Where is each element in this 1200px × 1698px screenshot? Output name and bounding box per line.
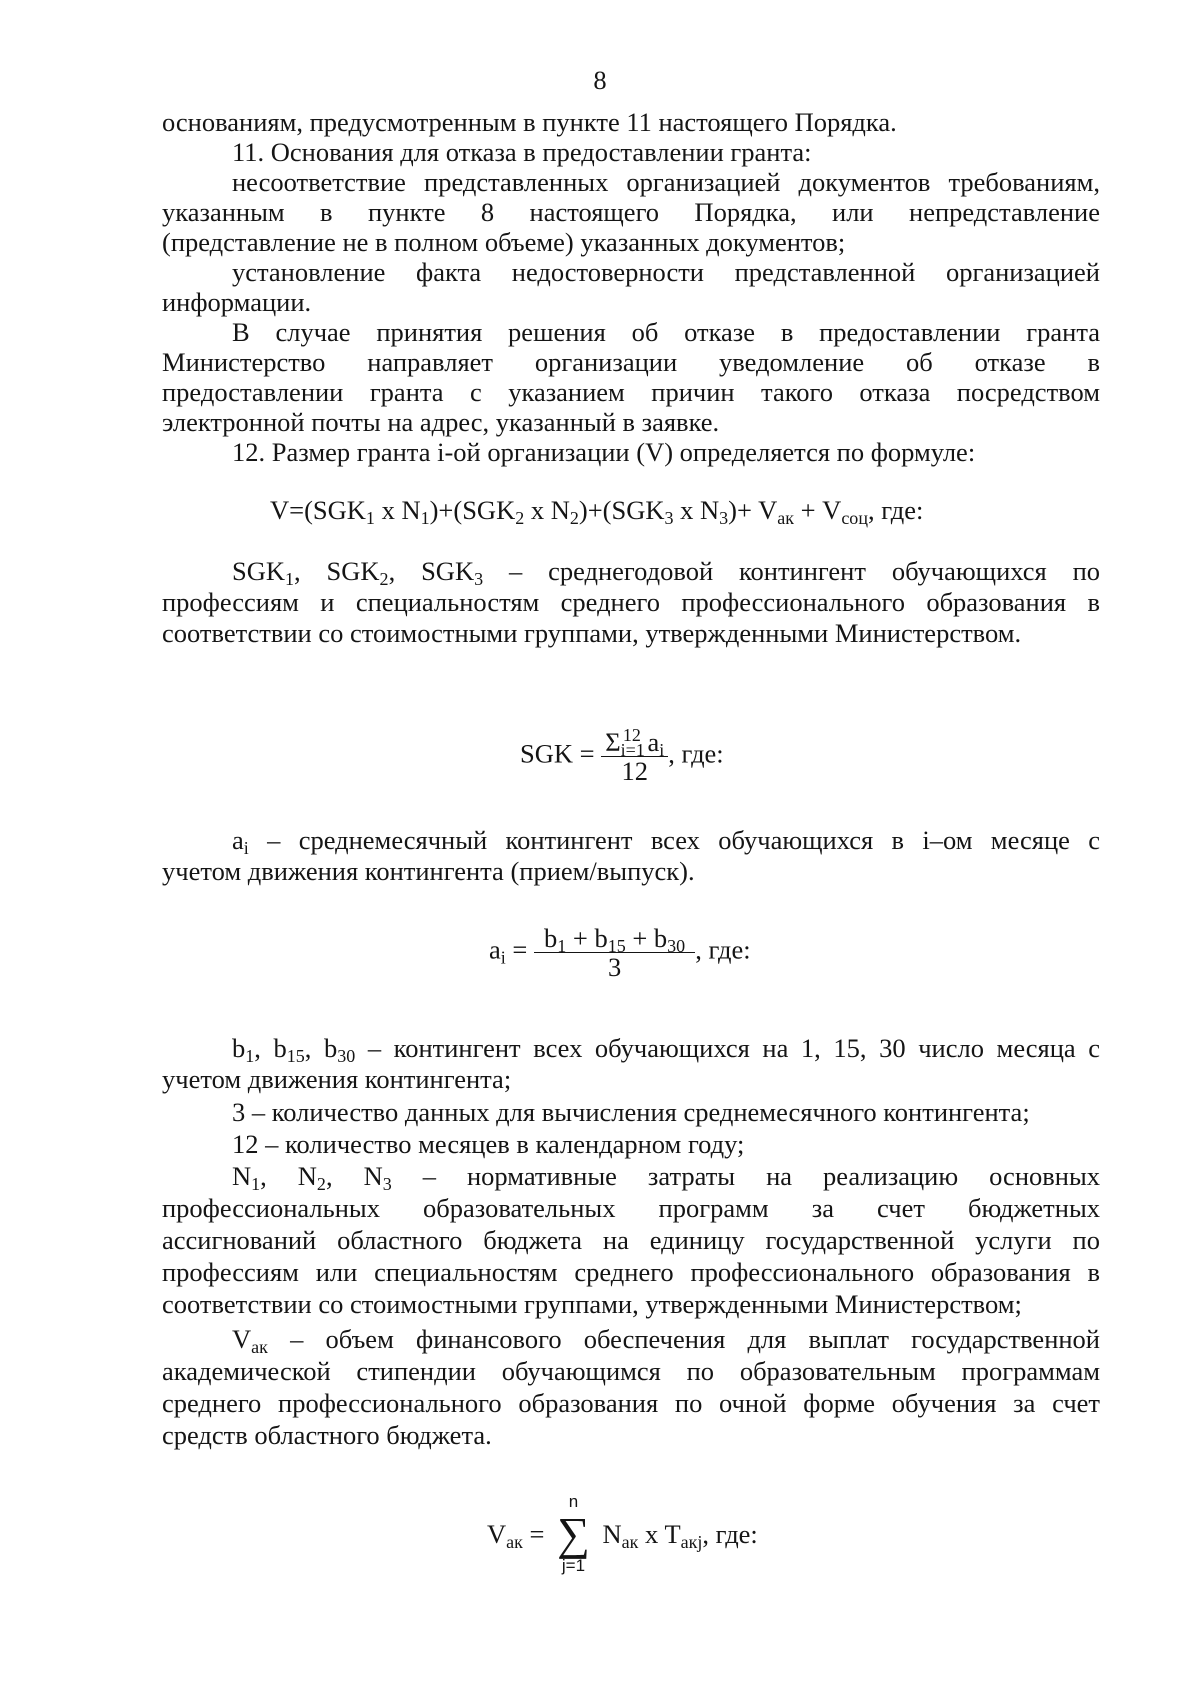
paragraph-line: профессиям и специальностям среднего профессионального образования в: [162, 587, 1100, 617]
summation-symbol: n ∑ j=1: [557, 1492, 590, 1575]
paragraph-line: информации.: [162, 287, 312, 317]
paragraph-line: соответствии со стоимостными группами, утвержденными Министерством.: [162, 618, 1022, 648]
paragraph-line: академической стипендии обучающимся по образовательным программам: [162, 1356, 1100, 1386]
paragraph-line: Министерство направляет организации уведомление об отказе в: [162, 347, 1100, 377]
paragraph-line: профессиям или специальностям среднего профессионального образования в: [162, 1257, 1100, 1287]
vak-formula: $V_{ак}$ = n ∑ j=1 $N_{ак}$ x $T_{акj}$, где:: [487, 1492, 758, 1575]
paragraph-line: среднего профессионального образования по очной форме обучения за счет: [162, 1388, 1100, 1418]
section-heading: 11. Основания для отказа в предоставлении гранта:: [232, 137, 812, 167]
paragraph-line: основаниям, предусмотренным в пункте 11 настоящего Порядка.: [162, 107, 897, 137]
definition-line: $V_{ак}$ – объем финансового обеспечения для выплат государственной: [232, 1324, 1100, 1358]
paragraph-line: ассигнований областного бюджета на единицу государственной услуги по: [162, 1225, 1100, 1255]
paragraph-line: 3 – количество данных для вычисления среднемесячного контингента;: [232, 1097, 1030, 1127]
definition-line: $a_i$ – среднемесячный контингент всех обучающихся в i–ом месяце с: [232, 825, 1100, 859]
ai-formula: $a_i$ = $\frac{b_1 + b_{15} + b_{30}}{3}$ , где:: [489, 923, 751, 982]
paragraph-line: указанным в пункте 8 настоящего Порядка, или непредставление: [162, 197, 1100, 227]
definition-line: $N_1$, $N_2$, $N_3$ – нормативные затраты на реализацию основных: [232, 1161, 1100, 1195]
paragraph-line: установление факта недостоверности представленной организацией: [232, 257, 1100, 287]
fraction: $\frac{b_1 + b_{15} + b_{30}}{3}$: [534, 924, 695, 981]
fraction: $\frac{\Sigma_{i=1}^{12} a_i}{12}$: [601, 728, 668, 785]
paragraph-line: учетом движения контингента;: [162, 1064, 512, 1094]
paragraph-line: электронной почты на адрес, указанный в заявке.: [162, 407, 720, 437]
sgk-formula: SGK = $\frac{\Sigma_{i=1}^{12} a_i}{12}$ , где:: [520, 725, 724, 786]
page-number: 8: [593, 65, 607, 95]
paragraph-line: (представление не в полном объеме) указанных документов;: [162, 227, 846, 257]
paragraph-line: средств областного бюджета.: [162, 1420, 492, 1450]
paragraph-line: соответствии со стоимостными группами, утвержденными Министерством;: [162, 1289, 1022, 1319]
paragraph-line: несоответствие представленных организацией документов требованиям,: [232, 167, 1100, 197]
paragraph-line: предоставлении гранта с указанием причин такого отказа посредством: [162, 377, 1100, 407]
paragraph-line: профессиональных образовательных программ за счет бюджетных: [162, 1193, 1100, 1223]
paragraph-line: учетом движения контингента (прием/выпуск).: [162, 856, 695, 886]
definition-line: $SGK_1$, $SGK_2$, $SGK_3$ – среднегодовой контингент обучающихся по: [232, 556, 1101, 590]
paragraph-line: 12 – количество месяцев в календарном году;: [232, 1129, 745, 1159]
section-heading: 12. Размер гранта i-ой организации (V) определяется по формуле:: [232, 437, 976, 467]
grant-formula: $V=(SGK_1$ x $N_1)+(SGK_2$ x $N_2)+(SGK_3$ x $N_3)+ V_{ак} + V_{соц}$, где:: [270, 495, 924, 529]
definition-line: $b_1$, $b_{15}$, $b_{30}$ – контингент всех обучающихся на 1, 15, 30 число месяца с: [232, 1033, 1100, 1067]
paragraph-line: В случае принятия решения об отказе в предоставлении гранта: [232, 317, 1100, 347]
